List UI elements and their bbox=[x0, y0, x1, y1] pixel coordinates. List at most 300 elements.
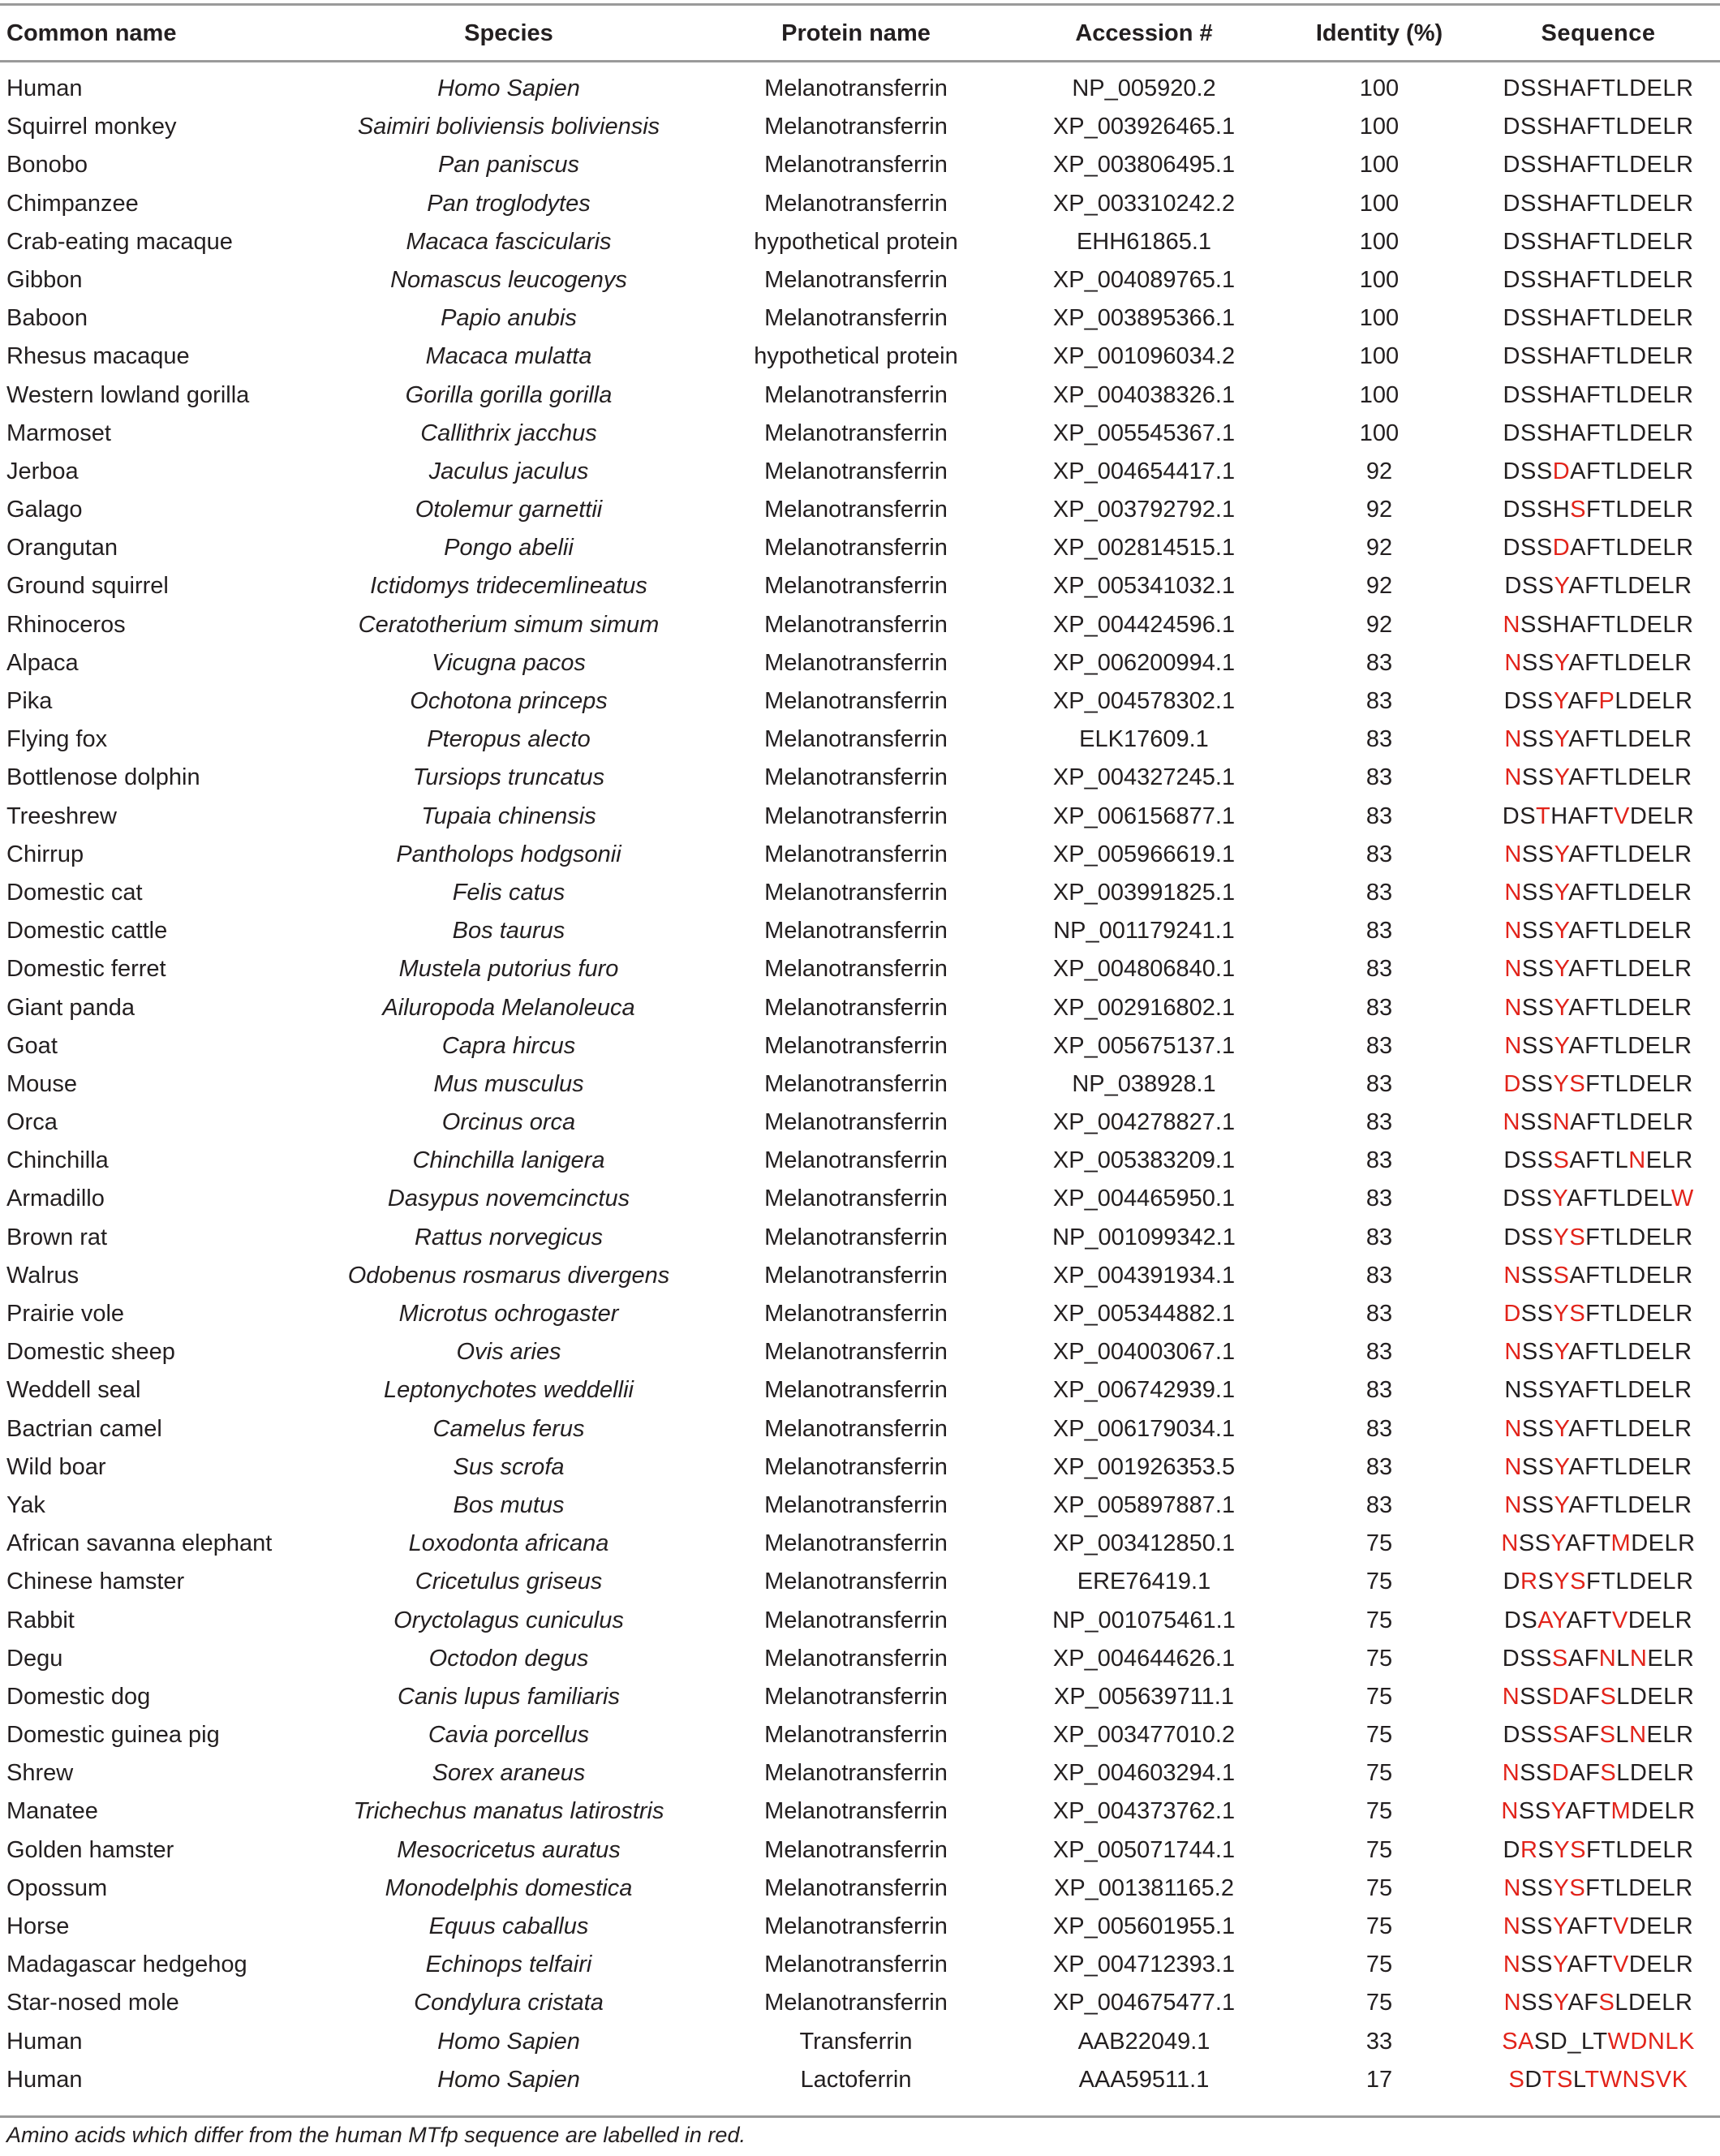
residue: D bbox=[1628, 956, 1645, 983]
residue: S bbox=[1518, 1530, 1535, 1557]
residue: D bbox=[1503, 535, 1520, 562]
residue: Y bbox=[1554, 1339, 1569, 1366]
sequence-cell bbox=[1481, 1792, 1715, 1831]
residue: R bbox=[1675, 1874, 1693, 1901]
residue: D bbox=[1503, 1301, 1521, 1327]
species-cell: Gorilla gorilla gorilla bbox=[405, 381, 613, 408]
residue: L bbox=[1662, 1607, 1675, 1633]
species-cell: Orcinus orca bbox=[441, 1109, 576, 1136]
residue: F bbox=[1585, 764, 1600, 791]
residue: S bbox=[1520, 1683, 1537, 1710]
species-cell: Pongo abelii bbox=[444, 535, 574, 562]
residue: T bbox=[1597, 1913, 1613, 1939]
residue: D bbox=[1629, 1836, 1647, 1863]
residue: L bbox=[1615, 75, 1630, 101]
residue: S bbox=[1520, 1301, 1537, 1327]
residue: L bbox=[1615, 535, 1630, 562]
residue: R bbox=[1678, 1530, 1696, 1557]
residue: D bbox=[1628, 1301, 1646, 1327]
residue: N bbox=[1503, 1874, 1521, 1901]
residue: D bbox=[1628, 994, 1645, 1021]
residue: D bbox=[1628, 1339, 1645, 1366]
residue: V bbox=[1655, 2066, 1672, 2093]
residue: E bbox=[1643, 1186, 1660, 1212]
residue: S bbox=[1520, 535, 1537, 562]
protein-name-cell: Melanotransferrin bbox=[764, 803, 948, 829]
residue: D bbox=[1629, 497, 1647, 523]
residue: D bbox=[1629, 1760, 1648, 1787]
residue: F bbox=[1585, 956, 1600, 983]
residue: R bbox=[1520, 1569, 1538, 1595]
protein-name-cell: Melanotransferrin bbox=[764, 1301, 948, 1327]
sequence-cell bbox=[1481, 2061, 1715, 2099]
residue: R bbox=[1675, 688, 1693, 714]
protein-name-cell: Melanotransferrin bbox=[764, 190, 948, 217]
protein-name-cell: Melanotransferrin bbox=[764, 956, 948, 983]
protein-name-cell: Melanotransferrin bbox=[764, 535, 948, 562]
residue: S bbox=[1520, 1760, 1537, 1787]
residue: R bbox=[1678, 1798, 1696, 1825]
residue: H bbox=[1552, 75, 1571, 101]
residue: R bbox=[1675, 1301, 1693, 1327]
protein-name-cell: Melanotransferrin bbox=[764, 1569, 948, 1595]
sequence-cell bbox=[1481, 912, 1715, 950]
common-name-cell: Domestic sheep bbox=[6, 1339, 175, 1366]
common-name-cell: Orca bbox=[6, 1109, 58, 1136]
residue: T bbox=[1593, 2028, 1608, 2055]
sequence-cell bbox=[1481, 606, 1715, 644]
residue: L bbox=[1662, 381, 1676, 408]
residue: D bbox=[1551, 1760, 1570, 1787]
sequence-cell bbox=[1481, 1754, 1715, 1792]
residue: S bbox=[1536, 1760, 1552, 1787]
residue: F bbox=[1585, 305, 1602, 332]
residue: L bbox=[1661, 841, 1675, 867]
residue: E bbox=[1645, 688, 1662, 714]
residue: Y bbox=[1554, 841, 1569, 867]
residue: E bbox=[1647, 1683, 1664, 1710]
residue: E bbox=[1645, 1990, 1662, 2016]
sequence-cell bbox=[1481, 1563, 1715, 1601]
sequence-cell bbox=[1481, 798, 1715, 836]
accession-cell: AAB22049.1 bbox=[1077, 2028, 1210, 2055]
residue: D bbox=[1502, 803, 1520, 829]
residue: L bbox=[1615, 1722, 1630, 1749]
residue: R bbox=[1675, 994, 1692, 1021]
residue: L bbox=[1661, 1491, 1675, 1518]
residue: S bbox=[1537, 1224, 1554, 1250]
accession-cell: ELK17609.1 bbox=[1079, 726, 1209, 753]
residue: R bbox=[1675, 841, 1692, 867]
residue: Y bbox=[1553, 1070, 1570, 1097]
residue: H bbox=[1552, 152, 1571, 179]
identity-cell: 75 bbox=[1365, 1722, 1393, 1749]
common-name-cell: Crab-eating macaque bbox=[6, 228, 233, 255]
residue: T bbox=[1601, 1836, 1616, 1863]
residue: T bbox=[1601, 420, 1616, 446]
residue: F bbox=[1585, 841, 1600, 867]
table-row bbox=[0, 1678, 1720, 1716]
residue: L bbox=[1663, 1683, 1677, 1710]
residue: H bbox=[1552, 343, 1571, 370]
residue: T bbox=[1601, 305, 1616, 332]
residue: S bbox=[1520, 266, 1537, 293]
protein-name-cell: Melanotransferrin bbox=[764, 611, 948, 638]
identity-cell: 92 bbox=[1365, 497, 1393, 523]
residue: S bbox=[1520, 1913, 1537, 1939]
residue: S bbox=[1520, 343, 1537, 370]
residue: D bbox=[1628, 649, 1645, 676]
species-cell: Callithrix jacchus bbox=[420, 420, 597, 446]
protein-name-cell: hypothetical protein bbox=[754, 228, 958, 255]
common-name-cell: Chinese hamster bbox=[6, 1569, 185, 1595]
residue: L bbox=[1662, 1990, 1675, 2016]
sequence-cell bbox=[1481, 1487, 1715, 1525]
residue: A bbox=[1568, 1377, 1585, 1404]
residue: E bbox=[1647, 1760, 1664, 1787]
table-row bbox=[0, 185, 1720, 223]
table-row bbox=[0, 1946, 1720, 1984]
residue: T bbox=[1601, 381, 1616, 408]
accession-cell: XP_005341032.1 bbox=[1052, 573, 1236, 600]
accession-cell: NP_005920.2 bbox=[1072, 75, 1216, 101]
accession-cell: XP_006156877.1 bbox=[1052, 803, 1236, 829]
identity-cell: 92 bbox=[1365, 535, 1393, 562]
common-name-cell: Rabbit bbox=[6, 1607, 75, 1633]
residue: F bbox=[1585, 114, 1602, 140]
residue: D bbox=[1628, 1453, 1645, 1480]
residue: N bbox=[1504, 1377, 1522, 1404]
table-row bbox=[0, 1333, 1720, 1371]
residue: T bbox=[1599, 726, 1615, 753]
residue: D bbox=[1551, 1683, 1570, 1710]
common-name-cell: Chirrup bbox=[6, 841, 84, 867]
residue: L bbox=[1615, 1224, 1629, 1250]
sequence-cell bbox=[1481, 1678, 1715, 1716]
residue: T bbox=[1601, 152, 1616, 179]
protein-name-cell: Melanotransferrin bbox=[764, 1836, 948, 1863]
residue: N bbox=[1622, 2066, 1640, 2093]
sequence-cell bbox=[1481, 415, 1715, 453]
table-row bbox=[0, 1371, 1720, 1409]
table-row bbox=[0, 108, 1720, 146]
residue: F bbox=[1585, 918, 1600, 945]
residue: E bbox=[1645, 1607, 1662, 1633]
residue: F bbox=[1585, 1722, 1600, 1749]
residue: R bbox=[1676, 152, 1694, 179]
table-row bbox=[0, 1831, 1720, 1870]
residue: L bbox=[1661, 1415, 1675, 1442]
protein-name-cell: Melanotransferrin bbox=[764, 1722, 948, 1749]
table-row bbox=[0, 798, 1720, 836]
residue: D bbox=[1628, 1032, 1645, 1059]
residue: N bbox=[1503, 1262, 1521, 1289]
residue: N bbox=[1628, 1147, 1646, 1174]
accession-cell: XP_006742939.1 bbox=[1052, 1377, 1236, 1404]
species-cell: Mustela putorius furo bbox=[398, 956, 619, 983]
residue: N bbox=[1504, 918, 1522, 945]
identity-cell: 83 bbox=[1365, 1070, 1393, 1097]
residue: L bbox=[1661, 726, 1675, 753]
residue: A bbox=[1568, 1722, 1585, 1749]
accession-cell: NP_038928.1 bbox=[1072, 1070, 1216, 1097]
residue: H bbox=[1552, 305, 1571, 332]
residue: L bbox=[1615, 343, 1630, 370]
residue: F bbox=[1585, 535, 1602, 562]
residue: R bbox=[1676, 228, 1694, 255]
species-cell: Jaculus jaculus bbox=[428, 458, 589, 484]
residue: F bbox=[1583, 1952, 1598, 1978]
residue: S bbox=[1520, 1645, 1537, 1672]
residue: H bbox=[1552, 114, 1571, 140]
residue: F bbox=[1585, 497, 1602, 523]
accession-cell: XP_004712393.1 bbox=[1052, 1952, 1236, 1978]
sequence-cell bbox=[1481, 1448, 1715, 1487]
accession-cell: XP_004675477.1 bbox=[1052, 1990, 1236, 2016]
residue: S bbox=[1569, 1224, 1586, 1250]
species-cell: Tursiops truncatus bbox=[412, 764, 605, 791]
residue: K bbox=[1671, 2066, 1688, 2093]
identity-cell: 83 bbox=[1365, 688, 1393, 714]
identity-cell: 83 bbox=[1365, 726, 1393, 753]
table-row bbox=[0, 1754, 1720, 1792]
residue: L bbox=[1662, 420, 1676, 446]
species-cell: Bos mutus bbox=[453, 1491, 565, 1518]
residue: E bbox=[1645, 1415, 1662, 1442]
sequence-cell bbox=[1481, 1333, 1715, 1371]
residue: S bbox=[1520, 420, 1537, 446]
species-cell: Ovis aries bbox=[456, 1339, 561, 1366]
accession-cell: XP_005966619.1 bbox=[1052, 841, 1236, 867]
common-name-cell: Squirrel monkey bbox=[6, 114, 177, 140]
residue: S bbox=[1521, 1339, 1538, 1366]
residue: R bbox=[1676, 458, 1694, 484]
residue: S bbox=[1537, 1032, 1554, 1059]
residue: F bbox=[1582, 1607, 1597, 1633]
residue: E bbox=[1645, 1224, 1662, 1250]
residue: E bbox=[1646, 1952, 1663, 1978]
species-cell: Pantholops hodgsonii bbox=[396, 841, 621, 867]
residue: F bbox=[1585, 1147, 1601, 1174]
residue: A bbox=[1568, 1415, 1585, 1442]
residue: L bbox=[1661, 573, 1675, 600]
residue: D bbox=[1503, 266, 1520, 293]
residue: F bbox=[1584, 1990, 1599, 2016]
residue: D bbox=[1631, 1530, 1649, 1557]
residue: H bbox=[1552, 420, 1571, 446]
residue: R bbox=[1676, 420, 1694, 446]
residue: L bbox=[1662, 1224, 1676, 1250]
protein-name-cell: Melanotransferrin bbox=[764, 381, 948, 408]
residue: D bbox=[1503, 228, 1520, 255]
table-row bbox=[0, 529, 1720, 567]
table-row bbox=[0, 1870, 1720, 1908]
residue: E bbox=[1645, 1491, 1662, 1518]
residue: E bbox=[1646, 1569, 1663, 1595]
residue: D bbox=[1550, 2028, 1568, 2055]
residue: T bbox=[1542, 2066, 1558, 2093]
residue: D bbox=[1503, 458, 1520, 484]
residue: R bbox=[1676, 1836, 1694, 1863]
residue: S bbox=[1521, 1607, 1538, 1633]
residue: E bbox=[1645, 841, 1662, 867]
residue: S bbox=[1521, 1032, 1538, 1059]
residue: S bbox=[1639, 2066, 1656, 2093]
common-name-cell: Giant panda bbox=[6, 994, 135, 1021]
residue: T bbox=[1601, 458, 1616, 484]
residue: S bbox=[1536, 75, 1553, 101]
residue: R bbox=[1676, 497, 1694, 523]
common-name-cell: Gibbon bbox=[6, 266, 83, 293]
residue: A bbox=[1570, 190, 1586, 217]
accession-cell: AAA59511.1 bbox=[1078, 2066, 1210, 2093]
accession-cell: XP_003895366.1 bbox=[1052, 305, 1236, 332]
residue: R bbox=[1676, 1109, 1694, 1136]
residue: S bbox=[1537, 1301, 1554, 1327]
residue: D bbox=[1629, 266, 1647, 293]
table-footnote: Amino acids which differ from the human MTfp sequence are labelled in red. bbox=[6, 2123, 746, 2147]
species-cell: Pan troglodytes bbox=[427, 190, 591, 217]
identity-cell: 100 bbox=[1359, 266, 1400, 293]
residue: S bbox=[1520, 1874, 1537, 1901]
sequence-cell bbox=[1481, 874, 1715, 912]
protein-name-cell: Lactoferrin bbox=[800, 2066, 912, 2093]
residue: S bbox=[1553, 1147, 1570, 1174]
residue: D bbox=[1524, 2066, 1542, 2093]
residue: L bbox=[1615, 1301, 1629, 1327]
identity-cell: 83 bbox=[1365, 879, 1393, 906]
residue: Y bbox=[1551, 1607, 1567, 1633]
accession-cell: XP_003477010.2 bbox=[1052, 1722, 1236, 1749]
species-cell: Capra hircus bbox=[441, 1032, 576, 1059]
residue: S bbox=[1520, 228, 1537, 255]
accession-cell: XP_004424596.1 bbox=[1052, 611, 1236, 638]
identity-cell: 75 bbox=[1365, 1645, 1393, 1672]
residue: D bbox=[1503, 1186, 1520, 1212]
residue: L bbox=[1614, 1339, 1628, 1366]
species-cell: Ictidomys tridecemlineatus bbox=[370, 573, 647, 600]
residue: A bbox=[1569, 1147, 1586, 1174]
residue: L bbox=[1662, 1109, 1676, 1136]
identity-cell: 83 bbox=[1365, 803, 1393, 829]
residue: S bbox=[1536, 152, 1553, 179]
common-name-cell: Pika bbox=[6, 688, 53, 714]
species-cell: Bos taurus bbox=[452, 918, 565, 945]
residue: F bbox=[1585, 1109, 1602, 1136]
residue: Y bbox=[1554, 573, 1569, 600]
residue: D bbox=[1628, 1377, 1645, 1404]
residue: D bbox=[1629, 152, 1647, 179]
residue: Y bbox=[1554, 1377, 1569, 1404]
protein-name-cell: Melanotransferrin bbox=[764, 497, 948, 523]
sequence-cell bbox=[1481, 1219, 1715, 1257]
residue: D bbox=[1503, 190, 1520, 217]
identity-cell: 100 bbox=[1359, 190, 1400, 217]
residue: D bbox=[1629, 611, 1647, 638]
table-row bbox=[0, 146, 1720, 184]
residue: D bbox=[1629, 343, 1647, 370]
residue: L bbox=[1615, 114, 1630, 140]
residue: W bbox=[1599, 2066, 1623, 2093]
residue: S bbox=[1520, 381, 1537, 408]
residue: D bbox=[1628, 1491, 1645, 1518]
identity-cell: 33 bbox=[1365, 2028, 1393, 2055]
common-name-cell: African savanna elephant bbox=[6, 1530, 273, 1557]
identity-cell: 83 bbox=[1365, 1415, 1393, 1442]
species-cell: Canis lupus familiaris bbox=[398, 1683, 620, 1710]
residue: S bbox=[1521, 1453, 1538, 1480]
residue: S bbox=[1508, 2066, 1525, 2093]
species-cell: Otolemur garnettii bbox=[415, 497, 603, 523]
residue: D bbox=[1503, 420, 1520, 446]
protein-name-cell: Melanotransferrin bbox=[764, 688, 948, 714]
common-name-cell: Degu bbox=[6, 1645, 63, 1672]
species-cell: Echinops telfairi bbox=[425, 1952, 592, 1978]
identity-cell: 83 bbox=[1365, 1453, 1393, 1480]
residue: R bbox=[1675, 1070, 1693, 1097]
residue: E bbox=[1645, 1377, 1662, 1404]
residue: A bbox=[1567, 688, 1585, 714]
common-name-cell: Domestic dog bbox=[6, 1683, 151, 1710]
residue: S bbox=[1537, 1836, 1554, 1863]
residue: Y bbox=[1554, 649, 1569, 676]
species-cell: Nomascus leucogenys bbox=[390, 266, 627, 293]
residue: E bbox=[1645, 1301, 1662, 1327]
residue: R bbox=[1676, 611, 1694, 638]
protein-name-cell: Melanotransferrin bbox=[764, 1683, 948, 1710]
identity-cell: 100 bbox=[1359, 343, 1400, 370]
accession-cell: EHH61865.1 bbox=[1076, 228, 1212, 255]
residue: Y bbox=[1554, 956, 1569, 983]
residue: A bbox=[1567, 1990, 1585, 2016]
residue: L bbox=[1661, 1339, 1675, 1366]
residue: L bbox=[1615, 1874, 1629, 1901]
species-cell: Ochotona princeps bbox=[410, 688, 608, 714]
table-row bbox=[0, 1525, 1720, 1563]
residue: E bbox=[1645, 1262, 1662, 1289]
residue: S bbox=[1600, 1760, 1617, 1787]
residue: L bbox=[1661, 879, 1675, 906]
sequence-cell bbox=[1481, 491, 1715, 529]
species-cell: Camelus ferus bbox=[432, 1415, 585, 1442]
accession-cell: XP_005545367.1 bbox=[1052, 420, 1236, 446]
residue: F bbox=[1585, 1301, 1601, 1327]
residue: R bbox=[1520, 1836, 1538, 1863]
sequence-cell bbox=[1481, 721, 1715, 759]
residue: D bbox=[1628, 573, 1645, 600]
residue: A bbox=[1568, 726, 1585, 753]
common-name-cell: Rhinoceros bbox=[6, 611, 126, 638]
residue: S bbox=[1599, 1722, 1616, 1749]
species-cell: Pteropus alecto bbox=[427, 726, 591, 753]
protein-name-cell: Melanotransferrin bbox=[764, 1798, 948, 1825]
residue: L bbox=[1615, 1990, 1628, 2016]
residue: S bbox=[1569, 1301, 1586, 1327]
residue: H bbox=[1552, 611, 1571, 638]
common-name-cell: Shrew bbox=[6, 1760, 74, 1787]
protein-name-cell: Melanotransferrin bbox=[764, 1760, 948, 1787]
common-name-cell: Walrus bbox=[6, 1262, 80, 1289]
common-name-cell: Baboon bbox=[6, 305, 88, 332]
residue: L bbox=[1615, 228, 1630, 255]
residue: T bbox=[1601, 228, 1616, 255]
identity-cell: 100 bbox=[1359, 114, 1400, 140]
residue: Y bbox=[1553, 1301, 1570, 1327]
residue: A bbox=[1568, 879, 1585, 906]
residue: S bbox=[1570, 497, 1586, 523]
residue: E bbox=[1645, 764, 1662, 791]
residue: E bbox=[1645, 1874, 1662, 1901]
